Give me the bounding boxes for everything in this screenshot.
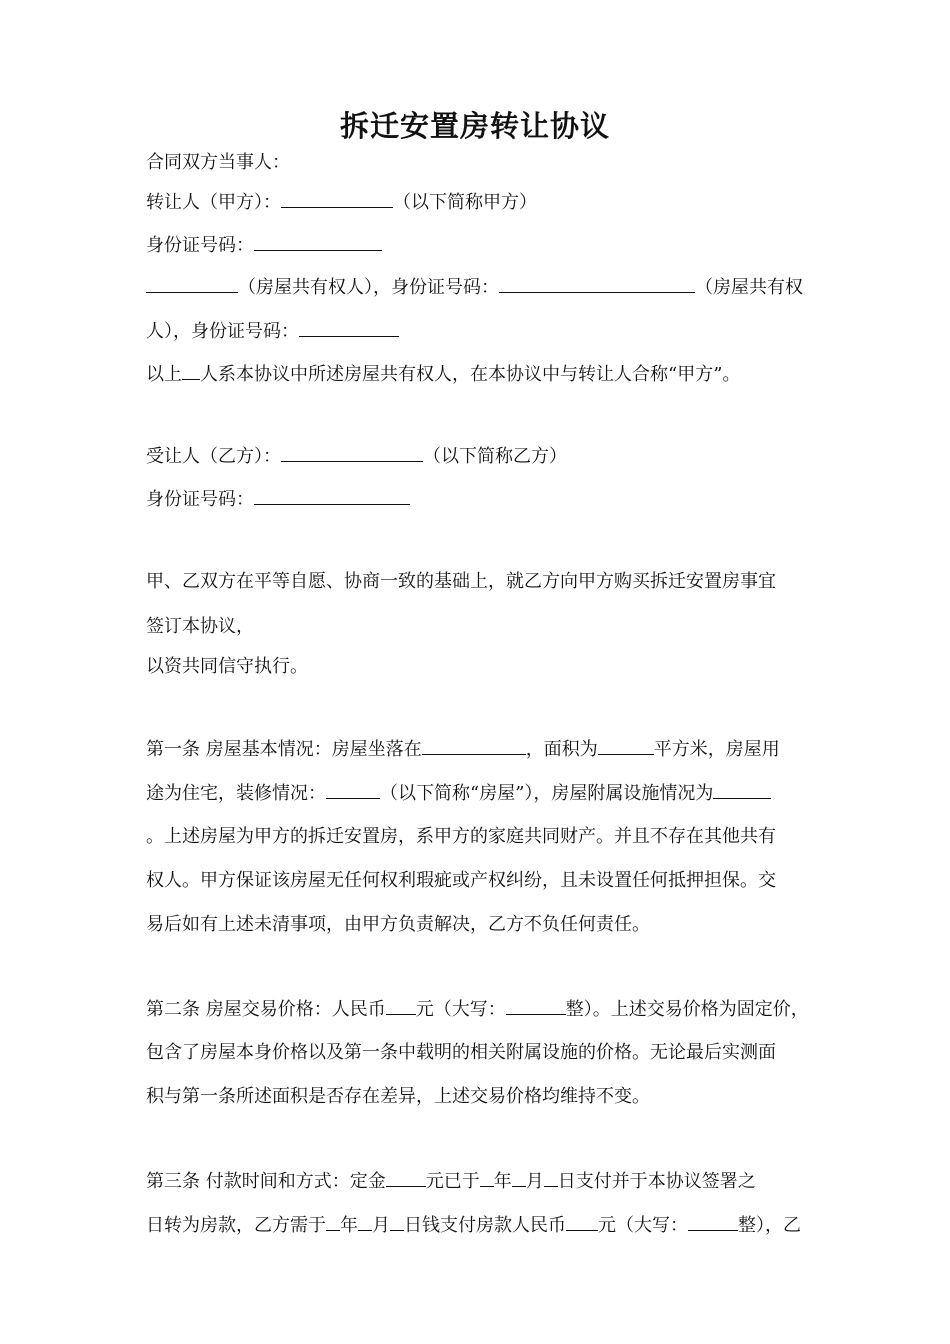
intro-line-2: 签订本协议，	[146, 616, 254, 637]
transferor-blank[interactable]	[281, 189, 393, 208]
article1-line-1: 第一条 房屋基本情况：房屋坐落在 ，面积为 平方米，房屋用	[146, 736, 780, 763]
pay-day-blank[interactable]	[390, 1212, 404, 1231]
pay-month-blank[interactable]	[358, 1212, 372, 1231]
coowner-id-blank[interactable]	[499, 274, 695, 293]
article3-line-1: 第三条 付款时间和方式：定金 元已于 年 月 日支付并于本协议签署之	[146, 1168, 756, 1195]
article2-line-2: 包含了房屋本身价格以及第一条中载明的相关附属设施的价格。无论最后实测面	[146, 1042, 776, 1063]
coowner-name-blank[interactable]	[146, 274, 238, 293]
payment-amount-blank[interactable]	[566, 1212, 598, 1231]
article1-line-4: 权人。甲方保证该房屋无任何权利瑕疵或产权纠纷，且未设置任何抵押担保。交	[146, 870, 776, 891]
transferee-line: 受让人（乙方）： （以下简称乙方）	[146, 443, 567, 470]
facilities-blank[interactable]	[713, 780, 771, 799]
article2-line-3: 积与第一条所述面积是否存在差异，上述交易价格均维持不变。	[146, 1086, 650, 1107]
article1-line-5: 易后如有上述未清事项，由甲方负责解决，乙方不负任何责任。	[146, 914, 650, 935]
coowner-cont-line: 人），身份证号码：	[146, 318, 399, 345]
deposit-day-blank[interactable]	[544, 1168, 558, 1187]
coowner2-id-blank[interactable]	[299, 318, 399, 337]
deposit-month-blank[interactable]	[512, 1168, 526, 1187]
coowner-line: （房屋共有权人），身份证号码： （房屋共有权	[146, 274, 803, 301]
intro-line-3: 以资共同信守执行。	[146, 656, 308, 677]
intro-line-1: 甲、乙双方在平等自愿、协商一致的基础上，就乙方向甲方购买拆迁安置房事宜	[146, 571, 776, 592]
article1-line-2: 途为住宅，装修情况： （以下简称“房屋”），房屋附属设施情况为	[146, 780, 771, 807]
above-coowners-line: 以上 人系本协议中所述房屋共有权人，在本协议中与转让人合称“甲方”。	[146, 361, 740, 388]
location-blank[interactable]	[422, 736, 526, 755]
coowner-count-blank[interactable]	[182, 361, 200, 380]
transferee-id-line: 身份证号码：	[146, 486, 410, 513]
article2-line-1: 第二条 房屋交易价格：人民币 元（大写： 整）。上述交易价格为固定价，	[146, 996, 809, 1023]
transferee-blank[interactable]	[281, 443, 423, 462]
decoration-blank[interactable]	[326, 780, 380, 799]
area-blank[interactable]	[598, 736, 654, 755]
parties-heading: 合同双方当事人：	[146, 152, 290, 173]
transferor-id-line: 身份证号码：	[146, 232, 382, 259]
price-blank[interactable]	[386, 996, 416, 1015]
payment-words-blank[interactable]	[688, 1212, 738, 1231]
deposit-year-blank[interactable]	[480, 1168, 494, 1187]
transferor-id-blank[interactable]	[254, 232, 382, 251]
transferor-line: 转让人（甲方）： （以下简称甲方）	[146, 189, 537, 216]
article1-line-3: 。上述房屋为甲方的拆迁安置房，系甲方的家庭共同财产。并且不存在其他共有	[146, 826, 776, 847]
price-words-blank[interactable]	[506, 996, 566, 1015]
deposit-blank[interactable]	[386, 1168, 426, 1187]
transferee-id-blank[interactable]	[254, 486, 410, 505]
pay-year-blank[interactable]	[326, 1212, 340, 1231]
document-title: 拆迁安置房转让协议	[339, 109, 610, 143]
article3-line-2: 日转为房款，乙方需于 年 月 日钱支付房款人民币 元（大写： 整），乙	[146, 1212, 801, 1239]
